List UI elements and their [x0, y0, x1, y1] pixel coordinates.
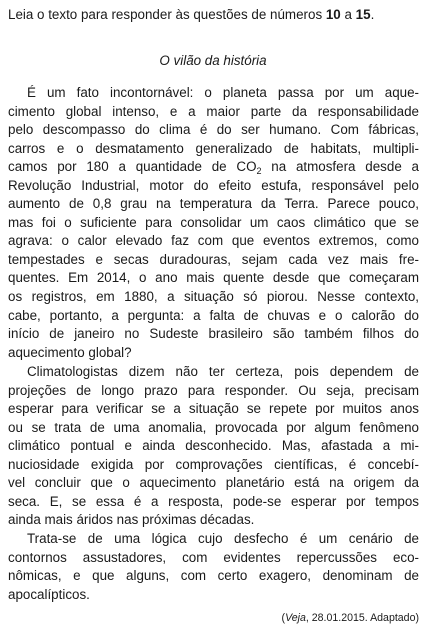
paragraph-line: carros e o desmatamento generalizado de habitats, multipli-: [8, 140, 419, 156]
paragraph-line: pelo descompasso do clima é do ser humano. Com fábricas,: [8, 122, 419, 138]
source-publication: Veja: [285, 612, 306, 624]
paragraph-line: projeções de longo prazo para responder. Ou seja, precisam: [8, 382, 419, 398]
question-number-end: 15: [355, 7, 371, 22]
paragraph-line: apocalípticos.: [8, 586, 90, 602]
paragraph-line: cimento global intenso, e a maior parte da responsabilidade: [8, 103, 419, 119]
co2-rest-text: na atmosfera desde a: [261, 159, 419, 175]
source-citation: [282, 611, 419, 625]
co2-subscript: 2: [256, 166, 262, 177]
instruction-connector: a: [340, 7, 356, 22]
paragraph-line: vel concluir que o aquecimento planetário está na origem da: [8, 475, 419, 491]
instruction-suffix: .: [370, 7, 375, 22]
paragraph-line: nuciosidade exigida por comprovações científicas, é concebí-: [8, 456, 419, 472]
question-number-start: 10: [325, 7, 341, 22]
paragraph-2: [8, 363, 419, 530]
paragraph-line: quentes. Em 2014, o ano mais quente desde que começaram: [8, 270, 419, 286]
paragraph-line: os registros, em 1880, a situação só piorou. Nesse contexto,: [8, 289, 419, 305]
paragraph-line: esperar para verificar se a situação se repete por muitos anos: [8, 401, 419, 417]
instruction-prefix: Leia o texto para responder às questões de números: [8, 7, 326, 22]
text-title: O vilão da história: [159, 53, 267, 68]
paragraph-line: ainda mais áridos nas próximas décadas.: [8, 512, 255, 528]
paragraph-line: Revolução Industrial, motor do efeito estufa, responsável pelo: [8, 177, 419, 193]
paragraph-line: aquecimento global?: [8, 344, 132, 360]
paragraph-1: [8, 84, 419, 362]
paragraph-line: seca. E, se essa é a resposta, pode-se esperar por tempos: [8, 493, 419, 509]
source-open: (: [281, 612, 286, 624]
paragraph-line: Climatologistas dizem não ter certeza, pois dependem de: [27, 364, 419, 379]
paragraph-line: mas foi o suficiente para consolidar um caos climático que se: [8, 214, 419, 230]
paragraph-line: tempestades e secas duradouras, sejam cada vez mais fre-: [8, 251, 419, 267]
source-details: , 28.01.2015. Adaptado): [305, 612, 419, 624]
paragraph-line: cabe, portanto, a pergunta: a falta de chuvas e o calorão do: [8, 307, 419, 323]
paragraph-3: [8, 530, 419, 604]
paragraph-line: aumento de 0,8 grau na temperatura da Terra. Parece pouco,: [8, 196, 419, 212]
paragraph-line: Trata-se de uma lógica cujo desfecho é um cenário de: [27, 531, 419, 546]
paragraph-line: ou se trata de uma anomalia, provocada por algum fenômeno: [8, 419, 419, 435]
paragraph-line: contornos assustadores, com evidentes repercussões eco-: [8, 549, 419, 565]
paragraph-line: nômicas, e que alguns, com certo exagero, denominam de: [8, 568, 419, 584]
instruction-text: [8, 6, 420, 24]
paragraph-line: É um fato incontornável: o planeta passa por um aque-: [27, 85, 419, 100]
paragraph-line: climático pontual e ainda desconhecido. Mas, afastada a mi-: [8, 438, 419, 454]
paragraph-line: agrava: o calor elevado faz com que eventos extremos, como: [8, 233, 419, 249]
paragraph-line-co2: [8, 158, 419, 177]
co2-text: camos por 180 a quantidade de CO: [8, 159, 257, 175]
paragraph-line: início de janeiro no Sudeste brasileiro são também filhos do: [8, 326, 419, 342]
